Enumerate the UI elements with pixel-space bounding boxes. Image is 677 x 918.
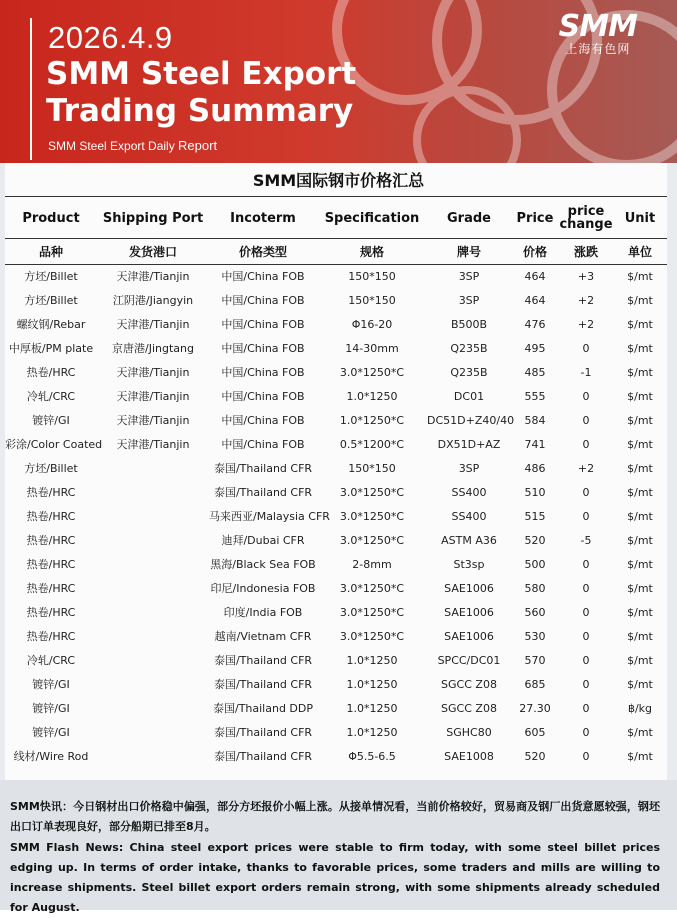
cell-change: +2	[577, 461, 595, 475]
header-divider-line	[30, 18, 32, 160]
cell-product: 冷轧/CRC	[26, 654, 76, 667]
table-row	[5, 480, 667, 504]
cell-spec: 150*150	[348, 293, 396, 307]
cell-unit: $/mt	[627, 485, 653, 499]
cell-product: 方坯/Billet	[24, 294, 78, 307]
cell-spec: 3.0*1250*C	[339, 533, 405, 547]
table-row	[5, 312, 667, 336]
cell-incoterm: 印度/India FOB	[223, 606, 303, 619]
cell-port	[97, 744, 209, 768]
cell-spec: 1.0*1250	[346, 725, 398, 739]
table-row	[5, 336, 667, 360]
cell-port	[97, 552, 209, 576]
cell-spec: 0.5*1200*C	[339, 437, 405, 451]
cell-grade: 3SP	[458, 269, 480, 283]
cell-port: 天津港/Tianjin	[116, 438, 190, 451]
cell-price: 584	[524, 413, 546, 427]
cell-price: 486	[524, 461, 546, 475]
cell-unit: $/mt	[627, 629, 653, 643]
cell-port	[97, 600, 209, 624]
cell-incoterm: 马来西亚/Malaysia CFR	[209, 510, 330, 523]
table-row	[5, 288, 667, 312]
cell-spec: 1.0*1250	[346, 701, 398, 715]
cell-spec: 3.0*1250*C	[339, 605, 405, 619]
table-row	[5, 528, 667, 552]
cell-unit: $/mt	[627, 461, 653, 475]
cell-grade: DC51D+Z40/40	[427, 413, 515, 427]
cell-unit: $/mt	[627, 317, 653, 331]
cell-price: 520	[524, 749, 546, 763]
cell-change: 0	[582, 509, 590, 523]
cell-unit: $/mt	[627, 365, 653, 379]
col-header-spec: Specification	[324, 210, 420, 226]
cell-product: 线材/Wire Rod	[13, 750, 89, 763]
cell-price: 555	[524, 389, 546, 403]
cell-product: 热卷/HRC	[26, 510, 76, 523]
cell-product: 方坯/Billet	[24, 462, 78, 475]
cell-product: 热卷/HRC	[26, 630, 76, 643]
cell-price: 741	[524, 437, 546, 451]
cell-grade: 3SP	[458, 293, 480, 307]
cell-grade: Q235B	[450, 365, 488, 379]
table-row	[5, 408, 667, 432]
cell-change: 0	[582, 485, 590, 499]
cell-price: 570	[524, 653, 546, 667]
col-header-product-cn: 品种	[38, 244, 63, 259]
cell-product: 热卷/HRC	[26, 534, 76, 547]
cell-port	[97, 720, 209, 744]
cell-port: 天津港/Tianjin	[116, 414, 190, 427]
cell-grade: ASTM A36	[441, 533, 497, 547]
cell-unit: ฿/kg	[627, 701, 653, 715]
cell-grade: SGHC80	[446, 725, 492, 739]
cell-change: 0	[582, 653, 590, 667]
cell-grade: SGCC Z08	[441, 701, 497, 715]
cell-unit: $/mt	[627, 389, 653, 403]
col-header-incoterm-cn: 价格类型	[238, 244, 287, 259]
cell-port: 江阴港/Jiangyin	[112, 294, 194, 307]
table-row	[5, 432, 667, 456]
cell-price: 500	[524, 557, 546, 571]
cell-grade: SAE1008	[444, 749, 494, 763]
cell-port	[97, 456, 209, 480]
table-row	[5, 552, 667, 576]
cell-change: +2	[577, 293, 595, 307]
cell-port: 天津港/Tianjin	[116, 390, 190, 403]
cell-spec: 1.0*1250*C	[339, 413, 405, 427]
cell-incoterm: 中国/China FOB	[221, 390, 305, 403]
cell-spec: 3.0*1250*C	[339, 629, 405, 643]
cell-port	[97, 624, 209, 648]
cell-grade: SGCC Z08	[441, 677, 497, 691]
cell-unit: $/mt	[627, 341, 653, 355]
cell-product: 镀锌/GI	[32, 678, 70, 691]
cell-price: 464	[524, 269, 546, 283]
table-row	[5, 624, 667, 648]
title-line-1: SMM Steel Export	[46, 56, 357, 92]
cell-price: 530	[524, 629, 546, 643]
cell-incoterm: 泰国/Thailand CFR	[213, 750, 313, 763]
cell-spec: 150*150	[348, 269, 396, 283]
cell-incoterm: 中国/China FOB	[221, 318, 305, 331]
flash-news-cn: SMM快讯：今日钢材出口价格稳中偏强，部分方坯报价小幅上涨。从接单情况看，当前价格较好，贸易商及钢厂出货意愿较强，钢坯出口订单表现良好，部分船期已排至8月。	[10, 800, 660, 833]
cell-spec: 1.0*1250	[346, 677, 398, 691]
col-header-product: Product	[22, 210, 80, 226]
col-header-port: Shipping Port	[102, 210, 204, 226]
cell-product: 螺纹钢/Rebar	[16, 318, 86, 331]
col-header-price-cn: 价格	[522, 244, 547, 259]
cell-port	[97, 576, 209, 600]
cell-unit: $/mt	[627, 725, 653, 739]
cell-unit: $/mt	[627, 509, 653, 523]
header-banner	[0, 0, 677, 163]
cell-port: 天津港/Tianjin	[116, 270, 190, 283]
cell-spec: 3.0*1250*C	[339, 485, 405, 499]
cell-port	[97, 696, 209, 720]
cell-price: 485	[524, 365, 546, 379]
cell-incoterm: 泰国/Thailand CFR	[213, 726, 313, 739]
col-header-unit: Unit	[624, 210, 656, 226]
cell-price: 476	[524, 317, 546, 331]
table-row	[5, 600, 667, 624]
cell-product: 热卷/HRC	[26, 366, 76, 379]
col-header-incoterm: Incoterm	[230, 210, 296, 226]
cell-unit: $/mt	[627, 293, 653, 307]
title-line-2: Trading Summary	[46, 93, 354, 129]
cell-incoterm: 中国/China FOB	[221, 366, 305, 379]
table-row	[5, 576, 667, 600]
cell-change: 0	[582, 725, 590, 739]
cell-change: +3	[577, 269, 595, 283]
logo-cn-text: 上海有色网	[565, 42, 631, 56]
cell-price: 580	[524, 581, 546, 595]
cell-change: 0	[582, 701, 590, 715]
cell-grade: SPCC/DC01	[437, 653, 501, 667]
cell-spec: Φ16-20	[351, 317, 393, 331]
cell-change: -5	[580, 533, 592, 547]
col-header-spec-cn: 规格	[359, 244, 384, 259]
cell-change: 0	[582, 677, 590, 691]
cell-product: 中厚板/PM plate	[8, 342, 94, 355]
cell-spec: 3.0*1250*C	[339, 509, 405, 523]
cell-incoterm: 中国/China FOB	[221, 414, 305, 427]
cell-price: 520	[524, 533, 546, 547]
cell-unit: $/mt	[627, 581, 653, 595]
cell-incoterm: 中国/China FOB	[221, 342, 305, 355]
cell-change: 0	[582, 629, 590, 643]
cell-incoterm: 越南/Vietnam CFR	[214, 630, 312, 643]
cell-change: 0	[582, 581, 590, 595]
cell-price: 495	[524, 341, 546, 355]
cell-price: 27.30	[519, 701, 551, 715]
table-row	[5, 360, 667, 384]
cell-port: 天津港/Tianjin	[116, 366, 190, 379]
table-row	[5, 384, 667, 408]
cell-change: 0	[582, 389, 590, 403]
table-row	[5, 504, 667, 528]
cell-grade: SAE1006	[444, 605, 494, 619]
cell-incoterm: 泰国/Thailand CFR	[213, 678, 313, 691]
cell-grade: 3SP	[458, 461, 480, 475]
cell-incoterm: 印尼/Indonesia FOB	[210, 582, 316, 595]
table-top-rule	[5, 196, 667, 197]
cell-grade: DX51D+AZ	[437, 437, 501, 451]
cell-incoterm: 泰国/Thailand CFR	[213, 462, 313, 475]
report-title	[46, 56, 356, 130]
cell-product: 镀锌/GI	[32, 414, 70, 427]
cell-port: 天津港/Tianjin	[116, 318, 190, 331]
table-row	[5, 456, 667, 480]
cell-unit: $/mt	[627, 557, 653, 571]
col-header-unit-cn: 单位	[627, 244, 652, 259]
cell-spec: 3.0*1250*C	[339, 581, 405, 595]
cell-incoterm: 中国/China FOB	[221, 270, 305, 283]
cell-product: 热卷/HRC	[26, 606, 76, 619]
cell-price: 515	[524, 509, 546, 523]
cell-product: 彩涂/Color Coated	[5, 438, 103, 451]
cell-unit: $/mt	[627, 269, 653, 283]
cell-product: 冷轧/CRC	[26, 390, 76, 403]
col-header-grade-cn: 牌号	[456, 244, 481, 259]
table-row	[5, 744, 667, 768]
header-row-en	[5, 198, 667, 238]
table-row	[5, 264, 667, 288]
cell-product: 热卷/HRC	[26, 582, 76, 595]
cell-unit: $/mt	[627, 533, 653, 547]
price-table	[5, 198, 667, 768]
flash-news-en: SMM Flash News: China steel export prices were stable to firm today, with some steel billet prices edging up. In terms of order intake, thanks to favorable prices, some traders and mills are willing to increase shipments. Steel billet export orders remain strong, with some shipments already scheduled for August.	[10, 841, 660, 914]
cell-product: 热卷/HRC	[26, 486, 76, 499]
cell-change: 0	[582, 437, 590, 451]
cell-price: 464	[524, 293, 546, 307]
cell-product: 镀锌/GI	[32, 702, 70, 715]
cell-incoterm: 迪拜/Dubai CFR	[221, 534, 305, 547]
table-row	[5, 672, 667, 696]
report-subtitle	[48, 138, 217, 153]
cell-product: 热卷/HRC	[26, 558, 76, 571]
cell-change: 0	[582, 557, 590, 571]
subtitle-prefix: SMM Steel Export Daily	[48, 139, 179, 153]
smm-logo	[558, 9, 637, 57]
report-date: 2026.4.9	[48, 20, 173, 55]
cell-grade: SAE1006	[444, 629, 494, 643]
cell-incoterm: 中国/China FOB	[221, 294, 305, 307]
cell-grade: SS400	[451, 485, 487, 499]
cell-change: -1	[580, 365, 592, 379]
col-header-change: price change	[559, 204, 613, 232]
cell-price: 510	[524, 485, 546, 499]
cell-grade: St3sp	[453, 557, 485, 571]
cell-port	[97, 528, 209, 552]
cell-change: +2	[577, 317, 595, 331]
col-header-price: Price	[516, 210, 554, 226]
cell-port	[97, 480, 209, 504]
cell-port	[97, 672, 209, 696]
cell-spec: Φ5.5-6.5	[348, 749, 396, 763]
table-body	[5, 264, 667, 768]
cell-price: 560	[524, 605, 546, 619]
cell-product: 镀锌/GI	[32, 726, 70, 739]
cell-change: 0	[582, 605, 590, 619]
cell-port	[97, 504, 209, 528]
table-row	[5, 696, 667, 720]
cell-incoterm: 泰国/Thailand CFR	[213, 486, 313, 499]
cell-spec: 150*150	[348, 461, 396, 475]
cell-grade: B500B	[450, 317, 488, 331]
cell-grade: SS400	[451, 509, 487, 523]
cell-unit: $/mt	[627, 653, 653, 667]
cell-incoterm: 泰国/Thailand DDP	[212, 702, 313, 715]
cell-unit: $/mt	[627, 605, 653, 619]
cell-incoterm: 黑海/Black Sea FOB	[210, 558, 316, 571]
col-header-grade: Grade	[447, 210, 491, 226]
cell-price: 685	[524, 677, 546, 691]
cell-grade: Q235B	[450, 341, 488, 355]
cell-spec: 3.0*1250*C	[339, 365, 405, 379]
table-row	[5, 648, 667, 672]
col-header-port-cn: 发货港口	[128, 244, 177, 259]
cell-change: 0	[582, 749, 590, 763]
cell-spec: 1.0*1250	[346, 653, 398, 667]
cell-product: 方坯/Billet	[24, 270, 78, 283]
cell-incoterm: 中国/China FOB	[221, 438, 305, 451]
cell-spec: 14-30mm	[345, 341, 399, 355]
cell-incoterm: 泰国/Thailand CFR	[213, 654, 313, 667]
cell-grade: DC01	[453, 389, 485, 403]
header-row-cn	[5, 238, 667, 264]
cell-port: 京唐港/Jingtang	[112, 342, 194, 355]
table-title: SMM国际钢市价格汇总	[252, 171, 425, 190]
cell-unit: $/mt	[627, 749, 653, 763]
cell-price: 605	[524, 725, 546, 739]
subtitle-suffix: Report	[178, 138, 218, 153]
logo-mark: SMM	[558, 9, 637, 44]
cell-port	[97, 648, 209, 672]
col-header-change-cn: 涨跌	[573, 244, 598, 259]
table-row	[5, 720, 667, 744]
cell-spec: 2-8mm	[352, 557, 392, 571]
cell-grade: SAE1006	[444, 581, 494, 595]
cell-unit: $/mt	[627, 413, 653, 427]
cell-unit: $/mt	[627, 437, 653, 451]
cell-spec: 1.0*1250	[346, 389, 398, 403]
cell-change: 0	[582, 413, 590, 427]
cell-unit: $/mt	[627, 677, 653, 691]
cell-change: 0	[582, 341, 590, 355]
